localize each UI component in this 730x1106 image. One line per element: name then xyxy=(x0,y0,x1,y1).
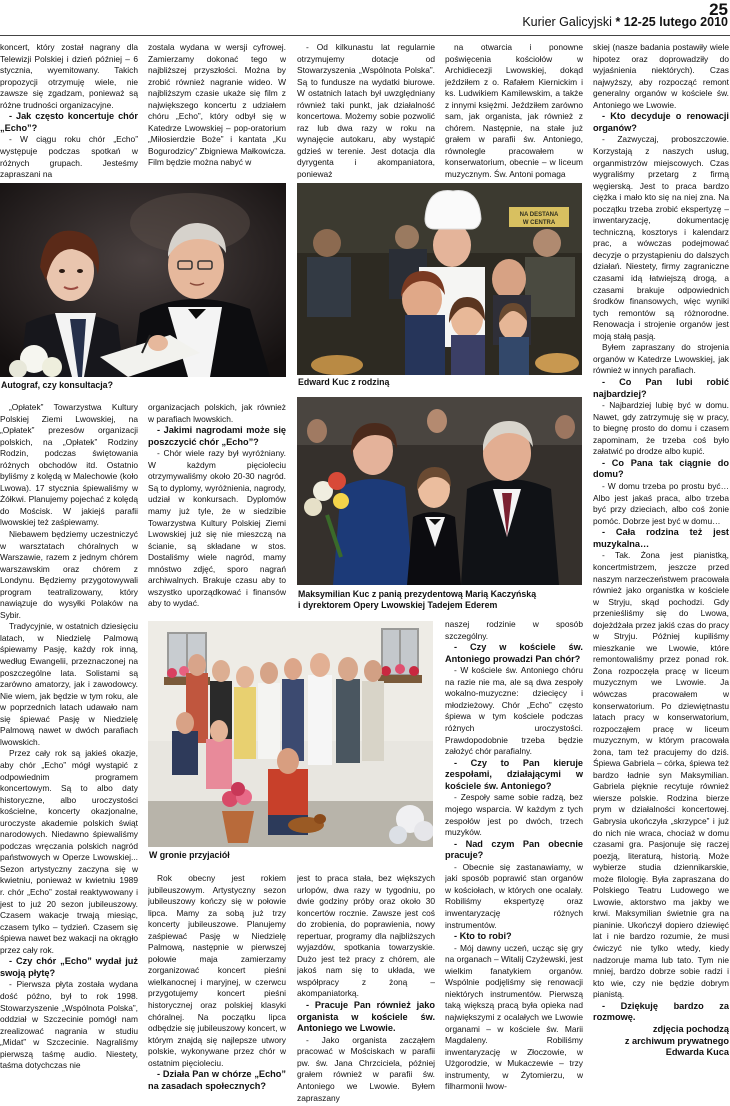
publication-name: Kurier Galicyjski xyxy=(522,15,612,29)
page-number: 25 xyxy=(709,0,728,19)
article-paragraph: skiej (nasze badania postawiły wiele hipotez oraz doprowadziły do wyjaśnienia niektórych). Czas najwyższy, aby rozpocząć remont generalny organów w kościele św. Antoniego we Lwowie. xyxy=(593,42,729,110)
article-paragraph: - W domu trzeba po prostu być… Albo jest jakaś praca, albo trzeba być przy dzieciach, albo coś żonie pomóc. Dobrze jest być w domu… xyxy=(593,481,729,526)
interview-question: - Cała rodzina też jest muzykalna… xyxy=(593,527,729,549)
photo-credit: z archiwum prywatnego xyxy=(624,1035,729,1046)
article-paragraph: Tradycyjnie, w ostatnich dziesięciu latach, w Niedzielę Palmową śpiewamy Pasję, każdy rok inną, według Ewangelii, przeznaczonej na poszczególne lata. Solistami są zarówno amatorzy, jak i zawodowcy. Nie wiem, jak będzie w tym roku, ale w poprzednich latach udawało nam się śpiewać Pasję w Niedzielę Palmową nawet w dwóch parafiach lwowskich. xyxy=(0,621,138,747)
article-paragraph: - Tak. Żona jest pianistką, koncertmistrzem, jeszcze przed naszym narzeczeństwem pracowała również jako organistka w kościele w Stryju, skąd pochodzi. Gdy przenieśliśmy się do Lwowa, dojeżdżała przez jakiś czas do pracy w Stryju. Później kupiliśmy mieszkanie we Lwowie, które remontowaliśmy przez ponad rok. Żona rozpoczęła pracę w liceum muzycznym we Lwowie. Ja wówczas pracowałem w konserwatorium. Po dziewiętnastu latach pracy w konserwatorium, rozpocząłem pracę w liceum muzycznym, w którym pracowała żona, tam też pracujemy do dziś. Śpiewa Gabriela – córka, śpiewa też bardzo ładnie syn Maksymilian. Gabriela pięknie recytuje również wiersze polskie. Rodzina bierze prym w działalności koncertowej. Gabrysia ukończyła „skrzypce” i już do nich nie wraca, chociaż w domu czasami gra. Pasjonuje się raczej poezją, literaturą, historią. Może wybierze studia dziennikarskie, może filologię. Była zapraszana do Polskiego Teatru Ludowego we Lwowie, aktorstwo ma jakby we krwi. Maksymilian świetnie gra na pianinie. Ukończył dopiero dziewięć lat i nie bardzo rozumie, że musi ćwiczyć nie tylko wtedy, kiedy nadzoruje mama lub tato. Tym nie mniej, bardzo dobrze sobie radzi i kto wie, czy nie będzie dobrym pianistą. xyxy=(593,550,729,1000)
interview-question: - Kto decyduje o renowacji organów? xyxy=(593,111,729,133)
photo-first-lady-image xyxy=(297,397,582,585)
text-column-3-bottom xyxy=(297,873,435,1104)
photo-credit: Edwarda Kuca xyxy=(665,1047,729,1058)
article-paragraph: - Obecnie się zastanawiamy, w jaki sposób poprawić stan organów w kościołach, w których one ocalały. Robiliśmy ekspertyzę oraz inwentaryzację różnych instrumentów. xyxy=(445,861,583,930)
header-rule xyxy=(0,35,730,36)
interview-question: - Dziękuję bardzo za rozmowę. xyxy=(593,1000,729,1023)
interview-question: - Co Pan lubi robić najbardziej? xyxy=(593,376,729,399)
text-column-4-top xyxy=(445,42,583,180)
text-column-5 xyxy=(593,42,729,1104)
page-header xyxy=(0,0,730,36)
text-column-1-middle xyxy=(0,402,138,1104)
article-paragraph: Przez cały rok są jakieś okazje, aby chór „Echo” mógł wystąpić z odpowiednim programem koncertowym. Są to albo daty historyczne, albo uroczystości kościelne, koncerty okazjonalne, uroczyste akademie polskich świąt narodowych. Niedawno śpiewaliśmy podczas wręczania polskich nagród państwowych w Operze Lwowskiej... Sezon artystyczny zaczyna się w kwietniu, ponieważ w kwietniu 1989 r. chór „Echo” został reaktywowany i jest to już 20 sezon jubileuszowy. Czasem wakacje trwają miesiąc, czasem tylko – tydzień. Czasem się śpiewa nawet bez wakacji na okrągło przez cały rok. xyxy=(0,748,138,955)
article-paragraph: koncert, który został nagrany dla Telewizji Polskiej i dzień później – 6 stycznia, wyemitowany. Takich propozycji otrzymuję wiele, nie zawsze się zgadzam, ponieważ są różne trudności organizacyjne. xyxy=(0,42,138,110)
photo-family xyxy=(297,183,582,375)
text-column-1-top xyxy=(0,42,138,180)
interview-question: - Co Pana tak ciągnie do domu? xyxy=(593,457,729,480)
article-paragraph: - Mój dawny uczeń, ucząc się gry na organach – Witalij Czyżewski, jest wielkim fanatykiem organów. Wspólnie podjęliśmy się renowacji niektórych instrumentów. Pierwszą taką większą pracą była opieka nad największymi z ocalałych we Lwowie organami – w kościele św. Marii Magdaleny. Robiliśmy inwentaryzację w Złoczowie, w Użgorodzie, w Mukaczewie – trzy instrumenty, w Żytomierzu, w filharmonii lwow- xyxy=(445,942,583,1092)
issue-date: * 12-25 lutego 2010 xyxy=(615,15,728,29)
article-paragraph: na otwarcia i ponowne poświęcenia kościołów w Archidiecezji Lwowskiej, dokąd jeździłem z o. Rafałem Kiernickim i ks. Ludwikiem Kamilewskim, a także z innymi księżmi. Jeździłem zarówno sam, jak organista, jak również z chórem. Następnie, na stałe już grałem w parafii św. Antoniego, równolegle pracowałem w konserwatorium, obecnie – w liceum muzycznym. Św. Antoni pomaga xyxy=(445,42,583,180)
interview-question: - Jak często koncertuje chór „Echo”? xyxy=(0,111,138,133)
article-paragraph: zostala wydana w wersji cyfrowej. Zamierzamy dokonać tego w najbliższej przyszłości. Można by zrobić również nagranie wideo. W najbliższym czasie ukaże się film z największego koncertu z udziałem chóru „Echo”, który odbył się w Katedrze Lwowskiej – pop-oratorium „Miłosierdzie Boże” i kantata „Ku Bogurodzicy” Zbigniewa Małkowicza. Film będzie można nabyć w xyxy=(148,42,286,168)
interview-question: - Działa Pan w chórze „Echo” na zasadach społecznych? xyxy=(148,1069,286,1091)
photo-sign-1: NA DESTANA xyxy=(519,212,559,218)
article-paragraph: - Najbardziej lubię być w domu. Nawet, gdy zatrzymuję się w pracy, to biegnę prosto do domu i czasem zapominam, że trzeba coś było załatwić po drodze albo kupić. xyxy=(593,400,729,457)
article-paragraph: Niebawem będziemy uczestniczyć w warsztatach chóralnych w Warszawie, razem z jednym chórem warszawskim oraz chórem z Londynu. Będziemy przygotowywali program teatralizowany, który nawiązuje do wysyłki Polaków na Sybir. xyxy=(0,529,138,620)
text-column-4-bottom xyxy=(445,619,583,1104)
interview-question: - Czy to Pan kieruje zespołami, działającymi w kościele św. Antoniego? xyxy=(445,757,583,791)
text-column-2-middle xyxy=(148,402,286,616)
caption-friends: W gronie przyjaciół xyxy=(149,850,230,860)
photo-first-lady xyxy=(297,397,582,585)
caption-first-lady-line-2: i dyrektorem Opery Lwowskiej Tadejem Ederem xyxy=(298,600,498,610)
article-paragraph: „Opłatek” Towarzystwa Kultury Polskiej Ziemi Lwowskiej, na „Opłatek” prezesów organizacji polskich, na „Opłatek” Rodziny Rodzin, podczas świętowania różnych obchodów itd. Ostatnio byliśmy z kolędą w Malechowie (koło Lwowa). 17 stycznia śpiewaliśmy w Żółkwi. Planujemy pojechać z kolędą do Mościsk. W jakiejś parafii lwowskiej też zaśpiewamy. xyxy=(0,402,138,528)
photo-credit: zdjęcia pochodzą xyxy=(652,1023,729,1034)
interview-question: - Pracuje Pan również jako organista w kościele św. Antoniego we Lwowie. xyxy=(297,1000,435,1034)
photo-family-image xyxy=(297,183,582,375)
interview-question: - Nad czym Pan obecnie pracuje? xyxy=(445,838,583,861)
interview-question: - Kto to robi? xyxy=(454,931,512,942)
article-paragraph: - W ciągu roku chór „Echo” występuje podczas spotkań w różnych grupach. Jesteśmy zapraszani na xyxy=(0,134,138,180)
article-paragraph: - Chór wiele razy był wyróżniany. W każdym pięcioleciu otrzymywaliśmy około 20-30 nagród. Są to dyplomy, wyróżnienia, nagrody, udział w konkursach. Dyplomów mamy już tyle, że w siedzibie Towarzystwa Kultury Polskiej Ziemi Lwowskiej już się nie mieszczą na ścianie, są składane w stos. Dostaliśmy wiele nagród, mamy mnóstwo zdjęć, sporo nagrań archiwalnych. Brakuje czasu aby to wszystko uporządkować i finansów aby to wydać. xyxy=(148,448,286,609)
article-paragraph: organizacjach polskich, jak również w parafiach lwowskich. xyxy=(148,402,286,424)
photo-friends xyxy=(148,621,433,847)
publication-title xyxy=(522,15,728,29)
article-paragraph: naszej rodzinie w sposób szczególny. xyxy=(445,619,583,641)
article-paragraph: - Pierwsza płyta została wydana dość późno, był to rok 1998. Stowarzyszenie „Wspólnota Polska”, oddział w Szczecinie pomógł nam zrealizować nagrania w studiu „Midat” w Szczecinie. Nagraliśmy pierwszą taśmę audio. Niestety, taśma dotychczas nie xyxy=(0,979,138,1071)
interview-question: - Czy w kościele św. Antoniego prowadzi Pan chór? xyxy=(445,642,583,664)
article-paragraph: - W kościele św. Antoniego chóru na razie nie ma, ale są dwa zespoły wokalno-muzyczne: dziecięcy i młodzieżowy. Chór „Echo” często śpiewa w tym kościele podczas różnych uroczystości. Prawdopodobnie trzeba będzie założyć chór parafialny. xyxy=(445,665,583,757)
article-paragraph: - Jako organista zacząłem pracować w Mościskach w parafii pw. św. Jana Chrzciciela, później grałem również w parafii św. Antoniego we Lwowie. Byłem zapraszany xyxy=(297,1034,435,1103)
interview-question: - Jakimi nagrodami może się poszczycić chór „Echo”? xyxy=(148,425,286,447)
caption-autograph: Autograf, czy konsultacja? xyxy=(1,380,113,390)
text-column-3-top xyxy=(297,42,435,180)
photo-autograph xyxy=(0,183,286,377)
interview-question: - Czy chór „Echo” wydał już swoją płytę? xyxy=(0,956,138,978)
photo-autograph-image xyxy=(0,183,286,377)
article-paragraph: - Zazwyczaj, proboszczowie. Korzystają z naszych usług, organmistrzów miejscowych. Czas wygraliśmy przetarg z firmą węgierską. Jest to praca bardzo ciężka i mało kto się na niej zna. Na początku trzeba zrobić ekspertyzę – inwentaryzację, dokumentację techniczną, kosztorys i kalendarz prac, a wówczas podejmować decyzje o przystąpieniu do dalszych działań. Niestety, firmy zagraniczne czasami idą łatwiejszą drogą, a czasami brakuje odpowiednich środków finansowych, więc wyniki tych remontów są różnorodne. Renowacja i strojenie organów jest moją stałą pasją. xyxy=(593,134,729,341)
text-column-2-top xyxy=(148,42,286,180)
photo-friends-image xyxy=(148,621,433,847)
photo-sign-2: W CENTRA xyxy=(522,220,556,226)
text-column-2-bottom xyxy=(148,873,286,1104)
caption-family: Edward Kuc z rodziną xyxy=(298,377,390,387)
caption-first-lady-line-1: Maksymilian Kuc z panią prezydentową Marią Kaczyńską xyxy=(298,589,537,599)
article-paragraph: jest to praca stała, bez większych urlopów, dwa razy w tygodniu, po dwie godziny próby oraz około 30 koncertów rocznie. Zawsze jest coś do zrobienia, do poprawienia, nowy repertuar, programy dla najbliższych wyjazdów, spotkania towarzyskie. Dużo jest też pracy z chórem, ale jakoś nam się to układa, we współpracy z żoną – akompaniatorką. xyxy=(297,873,435,999)
article-paragraph: Rok obecny jest rokiem jubileuszowym. Artystyczny sezon jubileuszowy kończy się w połowie lipca. Mamy za sobą już trzy koncerty jubileuszowe. Planujemy zaśpiewać Pasję w Niedzielę Palmową, następnie w pierwszej połowie maja zamierzamy zorganizować koncert pieśni wielkanocnej i maryjnej, w czerwcu przygotujemy koncert pieśni historycznej oraz polskiej klasyki chóralnej. Na początku lipca odbędzie się jubileuszowy koncert, w którym znajdą się najlepsze utwory polskie, wykonywane przez chór w ostatnim pięcioleciu. xyxy=(148,873,286,1068)
article-paragraph: - Od kilkunastu lat regularnie otrzymujemy dotacje od Stowarzyszenia „Wspólnota Polska”. Są to fundusze na wydatki biurowe. W ostatnich latach był uwzględniany również taki punkt, jak działalność koncertowa. Możemy sobie pozwolić raz lub dwa razy w roku na wynajęcie autokaru, aby wystąpić gdzieś w terenie. Jest dotacja dla dyrygenta i akompaniatora, ponieważ xyxy=(297,42,435,180)
article-paragraph: - Zespoły same sobie radzą, bez mojego wsparcia. W każdym z tych zespołów jest po dwóch, trzech muzyków. xyxy=(445,792,583,838)
article-paragraph: Byłem zapraszany do strojenia organów w Katedrze Lwowskiej, jak również w innych parafiach. xyxy=(593,342,729,376)
